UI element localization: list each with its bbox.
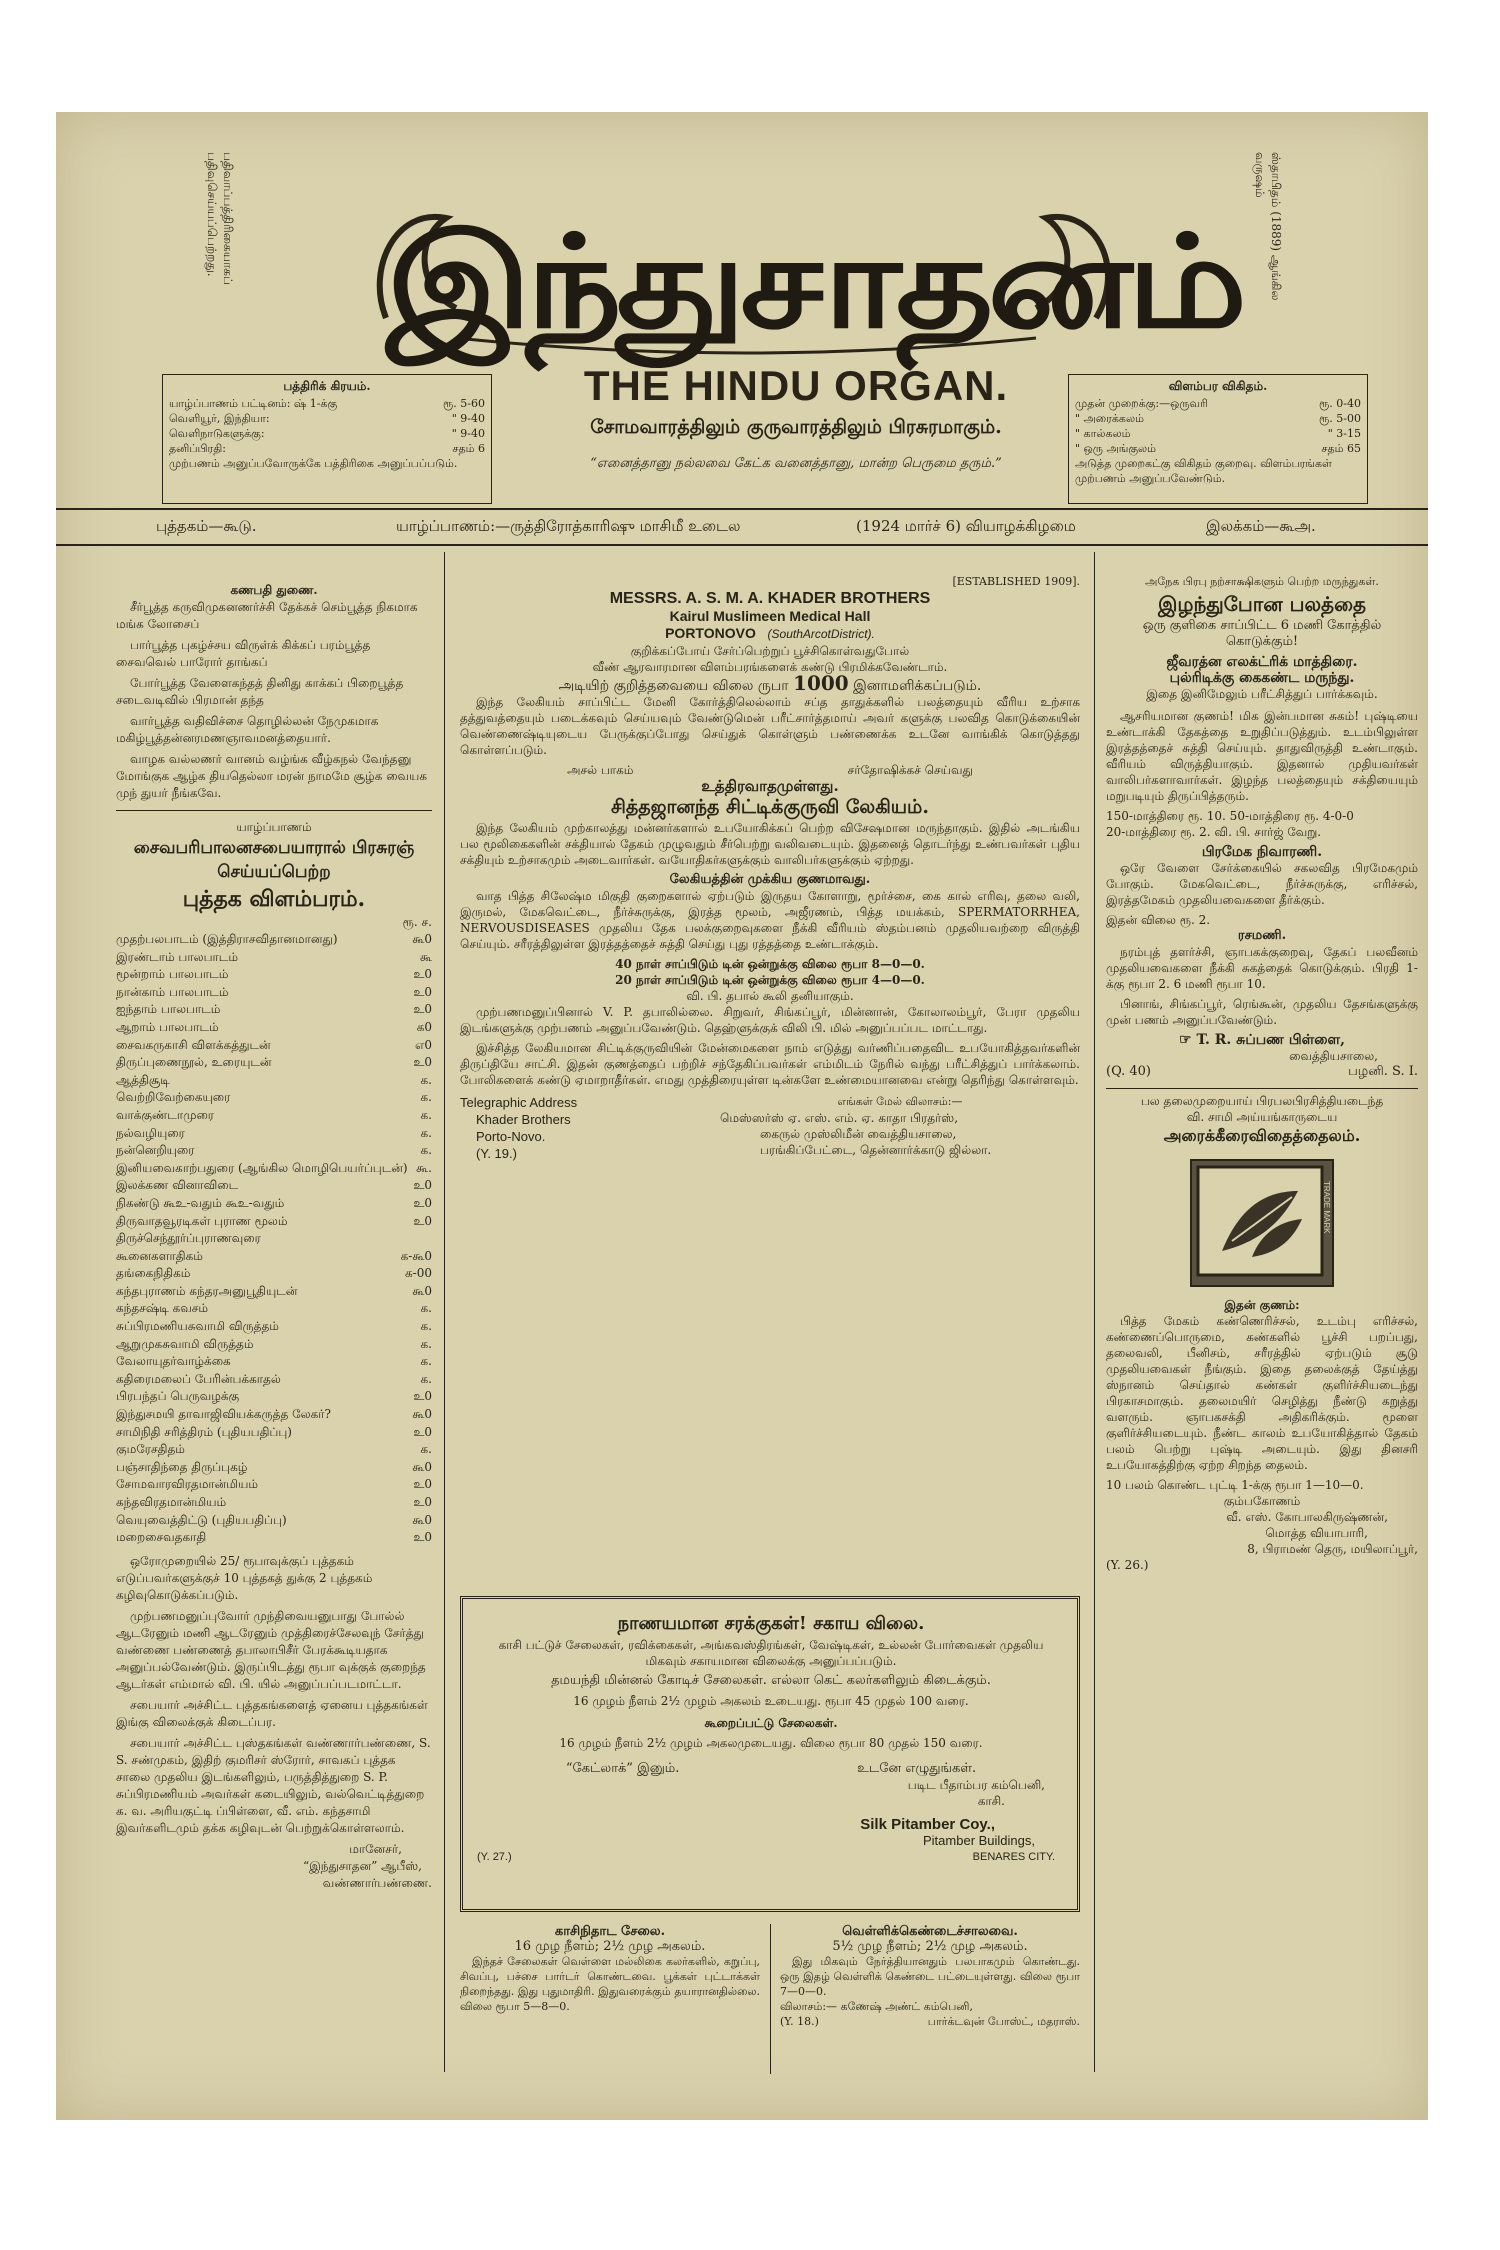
book-list-item [116, 1195, 432, 1213]
book-price: உ0 [413, 1495, 432, 1509]
book-price: கூ0 [412, 932, 432, 946]
book-list-item [116, 1037, 432, 1055]
seller-name: ☞ T. R. சுப்பண பிள்ளை, [1179, 1032, 1345, 1048]
right-vertical-note: ஸ்தாபிதம் (1889) ஆங்கில வருஷம் [1253, 152, 1283, 301]
saree-title: வெள்ளிக்கெண்டைச்சாலவை. [842, 1924, 1018, 1939]
book-price: உ0 [413, 1389, 432, 1404]
book-title: நிகண்டு கூஉ-வதும் கூஉ-வதும் [116, 1195, 285, 1210]
warning-line: வீண் ஆரவாரமான விளம்பரங்களைக் கண்டு பிரமிக்கவேண்டாம். [592, 660, 948, 674]
book-price: க. [420, 1143, 432, 1158]
book-list-item [116, 1283, 432, 1301]
book-price: க. [420, 1107, 432, 1122]
tonic-title: பிரமேக நிவாரணி. [1201, 844, 1323, 860]
book-list-item [116, 1089, 432, 1107]
issue-date: (1924 மார்ச் 6) வியாழக்கிழமை [856, 517, 1076, 535]
warning-line: குறிக்கப்போய் சேர்ப்பெற்றுப் பூச்சிகொள்வதுபோல் [630, 644, 910, 658]
book-title: மூன்றாம் பாலபாடம் [116, 967, 229, 982]
book-list-item [116, 949, 432, 967]
rasamani-body: நரம்புத் தளர்ச்சி, ஞாபகக்குறைவு, தேகப் பலவீனம் முதலியவைகளை நீக்கி சுகத்தைக் கொடுக்கும். பிரதி 1-க்கு ரூபா 2. 6 மணி ரூபா 10. [1106, 945, 1418, 991]
discount-notice: ஒரோமுறையில் 25/ ரூபாவுக்குப் புத்தகம் எடுப்பவர்களுக்குச் 10 புத்தகத் துக்கு 2 புத்தகம் கழிவுகொடுக்கப்படும். [116, 1553, 373, 1602]
masthead-motto: “எனைத்தானு நல்லவை கேட்க வனைத்தானு, மான்ற பெருமை தரும்.” [590, 456, 1002, 471]
agents-notice: சபையார் அச்சிட்ட புஸ்தகங்கள் வண்ணார்பண்ணை, S. S. சண்முகம், இதிற் குமரிசர் ஸ்ரோர், சாவகப் புத்தக சாலை முதலிய இடங்களிலும், பருத்தித்துறை S. P. சுப்பிரமணியம் அவர்கள் கடையிலும், வல்வெட்டித்துறை க. வ. அரியகுட்டி ப்பிள்ளை, வீ. எம். கந்தசாமி இவர்களிடமும் தக்க கழிவுடன் பெற்றுக்கொள்ளலாம். [116, 1735, 431, 1835]
saree-advert-left [460, 1924, 760, 2014]
poem-verse: வாழக வல்லணர் வானம் வழ்ங்க வீழ்கநல் வேந்தனு மோங்குக ஆழ்க தியதெல்லா மரன் நாமமே சூழ்க வையக முந் துயர் நீங்கவே. [116, 752, 428, 800]
column-right [1106, 574, 1418, 1573]
book-price: உ0 [413, 1213, 432, 1228]
book-price: க. [420, 1072, 432, 1087]
book-title: கதிரைமலைப் பேரின்பக்காதல் [116, 1371, 281, 1386]
book-price: கூ0 [412, 1407, 432, 1422]
book-title: பிரபந்தப் பெருவழக்கு [116, 1389, 240, 1404]
book-price: கூ0 [412, 1459, 432, 1474]
medicine-tagline: புல்ரிடிக்கு கைகண்ட மருந்து. [1169, 670, 1355, 686]
book-price: க0 [416, 1019, 432, 1034]
book-title: இரண்டாம் பாலபாடம் [116, 949, 238, 964]
postage-line: வி. பி. தபால் கூலி தனியாகும். [686, 989, 854, 1003]
book-title: தங்கைநிதிகம் [116, 1266, 191, 1281]
address-block [460, 1094, 1080, 1162]
oil-seller-town: கும்பகோணம் [1223, 1494, 1301, 1508]
subscription-box [162, 374, 492, 504]
book-price: க. [420, 1371, 432, 1386]
book-title: குமரேசதிதம் [116, 1442, 185, 1457]
book-list-item [116, 1265, 432, 1283]
book-price: உ0 [413, 1530, 432, 1545]
medicine-tagline: இதை இனிமேலும் பரீட்சித்துப் பார்க்கவும். [1146, 687, 1378, 701]
book-list-item [116, 1371, 432, 1389]
telegraphic-address: Telegraphic Address Khader Brothers Porto-Novo. (Y. 19.) [460, 1095, 578, 1161]
book-price: உ0 [413, 1477, 432, 1492]
saree-title: காசிநிதாட சேலை. [554, 1924, 666, 1939]
book-list-item [116, 1177, 432, 1195]
trademark-label: TRADE MARK [1322, 1181, 1331, 1234]
book-price: உ0 [413, 984, 432, 999]
saree-body: இந்தச் சேலைகள் வெள்ளை மல்லிகை கலர்களில், கறுப்பு, சிவப்பு, பச்சை பார்டர் கொண்டவை. பூக்கள் புட்டாக்கள் நிறைந்தது. இது புதுமாதிரி. இதுவரைக்கும் தயாரானதில்லை. விலை ரூபா 5—8—0. [460, 1955, 760, 2013]
book-title: ஆத்திசூடி [116, 1072, 170, 1087]
book-list-item [116, 1300, 432, 1318]
book-price: க. [420, 1354, 432, 1369]
book-list-item [116, 931, 432, 949]
silk-firm-footer: (Y. 27.) BENARES CITY. [477, 1851, 1055, 1863]
masthead-title-english: THE HINDU ORGAN. [583, 362, 1009, 409]
saree-advert-right [780, 1924, 1080, 2029]
book-title: சுப்பிரமணியசுவாமி விருத்தம் [116, 1319, 279, 1334]
signature-title: மானேசர், [349, 1841, 402, 1856]
book-list-item [116, 1125, 432, 1143]
tonic-price: இதன் விலை ரூ. 2. [1106, 913, 1211, 927]
ad-rate-row: " ஒரு அங்குலம் சதம் 65 [1075, 442, 1361, 455]
seller-footer: (Q. 40) பழனி. S. I. [1106, 1064, 1418, 1079]
book-price: உ0 [413, 1424, 432, 1439]
book-list-item [116, 1441, 432, 1459]
subscription-heading: பத்திரிக் கிரயம். [283, 379, 371, 393]
book-price: எ0 [415, 1037, 432, 1052]
firm-town: PORTONOVO (SouthArcotDistrict). [665, 625, 875, 641]
price-line: 20 நாள் சாப்பிடும் டின் ஒன்றுக்கு விலை ரூபா 4—0—0. [615, 973, 925, 987]
silk-advert-line: 16 முழம் நீளம் 2½ முழம் அகலம் உடையது. ரூபா 45 முதல் 100 வரை. [573, 1694, 969, 1708]
trademark-area [1106, 1147, 1418, 1297]
book-title: இலக்கண வினாவிடை [116, 1178, 239, 1193]
book-list-item [116, 1142, 432, 1160]
oil-seller-name: வீ. எஸ். கோபாலகிருஷ்ணன், [1226, 1510, 1388, 1524]
tonic-body: ஒரே வேளை சேர்க்கையில் சகலவித பிரமேகமும் போகும். மேகவெட்டை, நீர்ச்சுருக்கு, எரிச்சல், இரத்தமேகம் முதலியவைகளை தீர்க்கும். [1106, 861, 1418, 907]
poem-line: வார்பூத்த வதிவிச்சை தொழில்லன் நேமுகமாக மகிழ்பூத்தன்னரமணஞாவமனத்தையார். [116, 714, 379, 745]
book-list-item [116, 1424, 432, 1442]
medicine-note: அநேக பிரபு நற்சாக்ஷிகளும் பெற்ற மருந்துகள். [1145, 575, 1379, 588]
silk-advert-box [460, 1596, 1080, 1912]
silk-advert-line: 16 முழம் நீளம் 2½ முழம் அகலமுடையது. விலை ரூபா 80 முதல் 150 வரை. [559, 1736, 983, 1750]
book-list-item [116, 1459, 432, 1477]
medicine-heading: இழந்துபோன பலத்தை [1157, 592, 1367, 616]
book-title: கந்தசஷ்டி கவசம் [116, 1301, 209, 1316]
oil-properties-body: பித்த மேகம் கண்ணெரிச்சல், உடம்பு எரிச்சல், கண்ணைப்பொருமை, கண்களில் பூச்சி பறப்பது, தலைவலி, பீனிசம், சரீரத்தில் ஏற்படும் சூடு முதலியவைகள் நீங்கும். இதை தலைக்குத் தேய்த்து ஸ்நானம் செய்தால் கண்கள் குளிர்ச்சியடைந்து பிரகாசமாகும். தலைமயிர் செழித்து நீண்டு கறுத்து வளரும். ஞாபகசக்தி அதிகரிக்கும். மூளை குளிர்ச்சியடையும். நீண்ட காலம் உபயோகித்தால் தேகம் பலம் பெற்று புஷ்டி அடையும். இது தினசரி உபயோகத்திற்கு ஏற்ற சிறந்த தைலம். [1106, 1314, 1418, 1472]
subscription-row: தனிப்பிரதி: சதம் 6 [169, 442, 485, 455]
oil-advert-maker: வி. சாமி அய்யங்காருடைய [1186, 1110, 1338, 1124]
book-list-item [116, 1406, 432, 1424]
book-price: க-கூ0 [400, 1248, 432, 1263]
firm-name: MESSRS. A. S. M. A. KHADER BROTHERS [609, 590, 931, 607]
book-title: ஐந்தாம் பாலபாடம் [116, 1002, 221, 1017]
book-price: க. [420, 1090, 432, 1105]
intro-paragraph: இந்த லேகியம் சாப்பிட்ட மேனி கோர்த்திலெல்லாம் சப்த தாதுக்களில் பலத்தையும் வீரிய உற்சாக தத்துவத்தையும் படைக்கவும் செய்யவும் வேண்டுமென் பரீட்சார்த்தமாய் அவர் களுக்கு பலவித கொடுக்கையின் வெண்ணைஷ்டியுடைய பேருக்குப்போது செய்துக் கொள்ளும் பண்ணைக்க உடனே வாங்கிக் கொடுத்தது கொள்ளப்படும். [460, 695, 1080, 757]
column-rule [770, 1924, 771, 2074]
column-rule [1094, 552, 1095, 2072]
book-list-item [116, 984, 432, 1002]
book-list-item [116, 1336, 432, 1354]
left-vertical-note: பதிவாப்பத்திரிகையாகப் பதிவுசெய்யப்பெற்றது. [205, 152, 235, 285]
book-price: கூ. [416, 1160, 432, 1175]
book-list-item [116, 1213, 432, 1231]
book-title: வாக்குண்டாமுரை [116, 1107, 214, 1122]
ad-rates-box [1068, 374, 1368, 504]
saree-size: 5½ முழ நீளம்; 2½ முழ அகலம். [832, 1939, 1028, 1954]
issue-number: இலக்கம்—கூஅ. [1206, 517, 1316, 535]
book-list-item [116, 1001, 432, 1019]
reward-line: அடியிற் குறித்தவையை விலை ருபா 1000 இனாமளிக்கப்படும். [558, 671, 982, 695]
sub-labels: அசல் பாகம் சர்தோஷிக்கச் செய்வது [567, 763, 973, 777]
rasamani-title: ரசமணி. [1237, 928, 1287, 943]
subscription-row: வெளிநாடுகளுக்கு: " 9-40 [169, 427, 485, 440]
poem-line: சீர்பூத்த கருவிமுகனணர்ச்சி தேக்கச் செம்பூத்த நிகமாக மங்க லோசைப் [116, 600, 418, 631]
book-title: பஞ்சாதிந்தை திருப்புகழ் [116, 1459, 248, 1474]
availability-notice: சபையார் அச்சிட்ட புத்தகங்களைத் ஏனைய புத்தகங்கள் இங்கு விலைக்குக் கிடைப்பர. [116, 1697, 428, 1729]
book-list-item [116, 1512, 432, 1530]
oil-advert-title: அரைக்கீரைவிதைத்தைலம். [1163, 1126, 1361, 1145]
medicine-price: 20-மாத்திரை ரூ. 2. வி. பி. சார்ஜ் வேறு. [1106, 825, 1322, 839]
leaf-emblem-icon [1192, 1161, 1328, 1281]
price-line: 40 நாள் சாப்பிடும் டின் ஒன்றுக்கு விலை ரூபா 8—0—0. [615, 957, 925, 971]
poem-line: போர்பூத்த வேளைகந்தத் தினிது காக்கப் பிறைபூத்த சடைவடிவில் பிரமான் தந்த [116, 676, 404, 707]
book-list-item [116, 1230, 432, 1248]
book-price: க-00 [405, 1266, 432, 1281]
book-price: உ0 [413, 1002, 432, 1017]
book-price: க. [420, 1301, 432, 1316]
book-price: உ0 [413, 1195, 432, 1210]
medicine-price: 150-மாத்திரை ரூ. 10. 50-மாத்திரை ரூ. 4-0-0 [1106, 809, 1354, 823]
medicine-name: ஜீவரத்ன எலக்ட்ரிக் மாத்திரை. [1166, 654, 1358, 670]
book-title: நல்வழியுரை [116, 1125, 185, 1140]
book-ad-title: புத்தக விளம்பரம். [182, 886, 366, 912]
book-list-item [116, 1529, 432, 1547]
oil-advert-code: (Y. 26.) [1106, 1558, 1149, 1572]
saree-address: விலாசம்:— கணேஷ் அண்ட் கம்பெனி, [780, 2000, 973, 2013]
saree-body: இது மிகவும் நேர்த்தியானதும் பலபாகமும் கொண்டது. ஒரு இதழ் வெள்ளிக் கெண்டை பட்டையுள்ளது. விலை ரூபா 7—0—0. [780, 1955, 1080, 1998]
silk-firm-tamil: படிட பீதாம்பர கம்பெனி, [907, 1778, 1045, 1792]
book-list-item [116, 1019, 432, 1037]
seller-shop: வைத்தியசாலை, [1289, 1049, 1378, 1063]
subscription-row: யாழ்ப்பாணம் பட்டினம்: ஷ் 1-க்கு ரூ. 5-60 [169, 397, 485, 410]
medicine-tagline: ஒரு குளிகை சாப்பிட்ட 6 மணி கோத்தில் கொடுக்கும்! [1142, 618, 1382, 649]
signature-place: வண்ணார்பண்ணை. [322, 1875, 432, 1890]
book-title: ஆறாம் பாலபாடம் [116, 1019, 219, 1034]
oil-seller-role: மொத்த வியாபாரி, [1265, 1526, 1368, 1540]
book-price: கூ0 [412, 1512, 432, 1527]
pointing-hand-icon: ☞ [1179, 1032, 1192, 1048]
ad-rate-row: " அரைக்கலம் ரூ. 5-00 [1075, 412, 1361, 425]
book-title: திருப்புணைநூல், உரையுடன் [116, 1055, 272, 1070]
currency-header: ரூ. ச. [402, 915, 432, 929]
publication-schedule: சோமவாரத்திலும் குருவாரத்திலும் பிரசுரமாகும். [590, 416, 1002, 438]
ad-rate-row: முதன் முறைக்கு:—ஒருவரி ரூ. 0-40 [1075, 397, 1361, 410]
book-list-item [116, 1248, 432, 1266]
silk-firm-building: Pitamber Buildings, [923, 1833, 1035, 1848]
book-title: நான்காம் பாலபாடம் [116, 984, 229, 999]
guarantee-line: உத்திரவாதமுள்ளது. [701, 777, 839, 795]
book-title: சாமிநிதி சரித்திரம் (புதியபதிப்பு) [116, 1424, 292, 1439]
book-list-item [116, 1476, 432, 1494]
book-title: திருவாதவூரடிகள் புராண மூலம் [116, 1213, 288, 1228]
book-price: உ0 [413, 967, 432, 982]
properties-heading: லேகியத்தின் முக்கிய குணமாவது. [669, 872, 871, 887]
silk-advert-title: நாணயமான சரக்குகள்! சகாய விலை. [617, 1613, 925, 1634]
order-notice: முற்பணமனுப்புவோர் முந்திவையனுபாது போல்ல் ஆடரேனும் மணி ஆடரேனும் முத்திரைச்சேலவுந் சேர்த்து வண்ணை பண்ணைத் தபாலாபிசீர் பேரக்கூடியதாக அனுப்பல்வேண்டும். இருப்பிடத்து ரூபா வுக்குக் குறைந்த ஆடர்கள் எம்மால் வி. பி. யில் அனுப்பப்படமாட்டா. [116, 1608, 426, 1691]
invocation: கணபதி துணை. [230, 583, 318, 597]
signature-office: “இந்துசாதன” ஆபீஸ், [302, 1858, 422, 1873]
book-title: முதற்பலபாடம் (இத்திராசவிதானமானது) [116, 932, 338, 946]
vp-notice: முற்பணமனுப்பினால் V. P. தபாலில்லை. சிறுவர், சிங்கப்பூர், மின்னான், கோலாலம்பூர், பேரா முதலிய இடங்களுக்கு முற்பணம் அனுப்பவேண்டும். தெஹ்ளுக்குக் விலி பி. மில் அனுப்பப்பட மாட்டாது. [460, 1005, 1080, 1035]
silk-city-tamil: காசி. [977, 1794, 1005, 1808]
book-price: க. [420, 1125, 432, 1140]
book-title: வெற்றிவேற்கையுரை [116, 1090, 231, 1105]
column-center [460, 574, 1080, 1162]
book-title: சைவகருகாசி விளக்கத்துடன் [116, 1037, 271, 1052]
firm-hall: Kairul Muslimeen Medical Hall [669, 608, 871, 624]
book-title: இந்துசமயி தாவாஜிவியக்கருத்த லேகர்? [116, 1407, 331, 1422]
book-price: க. [420, 1442, 432, 1457]
book-list-item [116, 1318, 432, 1336]
catalog-line: “கேட்லாக்” இனும். உடனே எழுதுங்கள். [565, 1761, 977, 1776]
subscription-row: வெளியூர், இந்தியா: " 9-40 [169, 412, 485, 425]
book-title: வெயுவைத்திட்டு (புதியபதிப்பு) [116, 1512, 287, 1527]
book-list-item [116, 1353, 432, 1371]
oil-seller-address: 8, பிராமண் தெரு, மயிலாப்பூர், [1247, 1542, 1418, 1556]
book-price: கூ [419, 949, 432, 964]
column-rule [444, 552, 445, 2072]
ad-rates-note: அடுத்த முறைகட்கு விகிதம் குறைவு. விளம்பரங்கள் முற்பணம் அனுப்பவேண்டும். [1075, 457, 1332, 485]
book-title: நன்னெறியுரை [116, 1143, 195, 1158]
book-title: வேலாயுதர்வாழ்க்கை [116, 1354, 231, 1369]
book-list-item [116, 1388, 432, 1406]
book-list-item [116, 1160, 432, 1178]
poem-line: பார்பூத்த புகழ்ச்சய விருள்க் கிக்கப் பரம்பூத்த சைவவெல் பாரோர் தாங்கப் [116, 638, 371, 669]
book-list-item [116, 1494, 432, 1512]
book-list-item [116, 966, 432, 984]
newspaper-page [56, 112, 1428, 2120]
book-price: உ0 [413, 1055, 432, 1070]
dateline-bar [56, 508, 1428, 546]
masthead-title-tamil: இந்துசாதனம் [386, 207, 1242, 357]
book-list [116, 931, 432, 1547]
ad-rates-heading: விளம்பர விகிதம். [1168, 379, 1268, 393]
book-price: கூ0 [412, 1283, 432, 1298]
trademark-emblem [1190, 1159, 1334, 1287]
book-title: கூனைகளாதிகம் [116, 1248, 203, 1263]
book-title: சோமவாரவிரதமான்மியம் [116, 1477, 259, 1492]
product-body: இந்த லேகியம் முற்காலத்து மன்னர்களால் உபயோகிக்கப் பெற்ற விசேஷமான மருந்தாகும். இதில் அடங்கிய பல மூலிகைகளின் சக்தியால் தேகம் முழுவதும் சீர்பெற்று வலிவடையும். இதனைத் தொடர்ந்து உண்பவர்கள் புதிய சக்தியும் உற்சாகமும் அடைவார்கள். வயோதிகர்களுக்கும் வாலிபர்களுக்கும் ஏற்றது. [460, 821, 1080, 867]
book-title: மறைசைவதகாதி [116, 1530, 207, 1545]
oil-price: 10 பலம் கொண்ட புட்டி 1-க்கு ரூபா 1—10—0. [1106, 1478, 1364, 1492]
silk-advert-line: காசி பட்டுச் சேலைகள், ரவிக்கைகள், அங்கவஸ்திரங்கள், வேஷ்டிகள், உல்லன் போர்வைகள் முதலிய மிகவும் சகாயமான விலைக்கு அனுப்பப்படும். [498, 1638, 1044, 1668]
volume-number: புத்தகம்—கூடு. [156, 517, 257, 535]
book-list-item [116, 1072, 432, 1090]
oil-properties-heading: இதன் குணம்: [1224, 1298, 1300, 1312]
overseas-note: பினாங், சிங்கப்பூர், ரெங்கூன், முதலிய தேசங்களுக்கு முன் பணம் அனுப்பவேண்டும். [1106, 997, 1418, 1027]
book-title: திருச்செந்தூர்ப்புராணவுரை [116, 1231, 261, 1246]
book-title: ஆறுமுகசுவாமி விருத்தம் [116, 1336, 254, 1351]
oil-advert-head: பல தலைமுறையாய் பிரபலபிரசித்தியடைந்த [1140, 1094, 1384, 1108]
silk-firm-name: Silk Pitamber Coy., [860, 1816, 995, 1833]
book-title: கந்தபுராணம் கந்தரஅனுபூதியுடன் [116, 1283, 298, 1298]
product-closing: இச்சித்த லேகியமான சிட்டிக்குருவியின் மேன்மைகளை நாம் எடுத்து வர்ணிப்பதைவிட உபயோகித்தவர்களின் திருப்தியே சாட்சி. இதன் குணத்தைப் பற்றிச் சந்தேகிப்பவர்கள் எம்மிடம் நேரில் வந்து பரீட்சித்துப் பார்க்கலாம். போலிகளைக் கண்டு ஏமாறாதீர்கள். எமது முத்திரையுள்ள டின்களே உண்மையானவை என்று தெரிந்து கொள்ளவும். [460, 1041, 1080, 1087]
silk-advert-line: தமயந்தி மின்னல் கோடிச் சேலைகள். எல்லா கெட் கலர்களிலும் கிடைக்கும். [551, 1673, 991, 1688]
book-title: கந்தவிரதமான்மியம் [116, 1495, 227, 1509]
dateline-place: யாழ்ப்பாணம்:—ருத்திரோத்காரிஷு மாசிமீ உடைல [396, 517, 741, 535]
tamil-address: எங்கள் மேல் விலாசம்:— மெஸ்ஸர்ஸ் ஏ. எஸ். எம். ஏ. காதா பிரதர்ஸ், கைருல் முஸ்லிமீன் வைத்தியசாலை, பரங்கிப்பேட்டை, தென்னார்க்காடு ஜில்லா. [720, 1095, 992, 1157]
saree-footer: (Y. 18.) பார்க்டவுன் போஸ்ட், மதராஸ். [780, 2015, 1080, 2028]
book-title: இனியவைகாற்பதுரை (ஆங்கில மொழிபெயர்ப்புடன்) [116, 1160, 408, 1175]
book-ad-society: சைவபரிபாலனசபையாரால் பிரசுரஞ் செய்யப்பெற்ற [133, 838, 415, 882]
subscription-note: முற்பணம் அனுப்பவோருக்கே பத்திரிகை அனுப்பப்படும். [169, 457, 458, 470]
properties-body: வாத பித்த சிலேஷ்ம மிகுதி குறைகளால் ஏற்படும் இருதய கோளாறு, மூர்ச்சை, கை கால் எரிவு, தலை வலி, இருமல், மேகவெட்டை, நீர்ச்சுருக்கு, இரத்த மூலம், அஜீரணம், பித்த மயக்கம், SPERMATORRHEA, NERVOUSDISEASES முதலிய தேக பலக்குறைவுகளை நீக்கி வீரியம் ஸ்தம்பனம் முதலியவற்றை விருத்தி செய்யும். சரீரத்திலுள்ள இரத்தத்தைச் சுத்தி செய்து புது ரத்தத்தை உண்டாக்கும். [460, 889, 1080, 951]
established-note: [ESTABLISHED 1909]. [952, 575, 1080, 588]
book-price: க. [420, 1336, 432, 1351]
book-price: உ0 [413, 1178, 432, 1193]
book-ad-place: யாழ்ப்பாணம் [236, 820, 312, 834]
medicine-body: ஆசரியமான குணம்! மிக இன்பமான சுகம்! புஷ்டியை உண்டாக்கி தேகத்தை உறுதிப்படுத்தும். உடம்பிலுள்ள இரத்தத்தைச் சுத்தி செய்யும். தாதுவிருத்தி உண்டாகும். வீரியம் விருத்தியாகும். இதனால் முதியவர்கள் வாலிபர்களாவார்கள். இழந்த பலத்தையும் சக்தியையும் மறுபடியும் திருப்பித்தரும். [1106, 709, 1418, 803]
silk-advert-subtitle: கூறைப்பட்டு சேலைகள். [704, 1716, 838, 1730]
book-list-item [116, 1107, 432, 1125]
column-left [116, 582, 432, 1892]
product-title: சித்தஜானந்த சிட்டிக்குருவி லேகியம். [611, 796, 929, 818]
book-list-item [116, 1054, 432, 1072]
book-price: க. [420, 1319, 432, 1334]
ad-rate-row: " கால்கலம் " 3-15 [1075, 427, 1361, 440]
saree-size: 16 முழ நீளம்; 2½ முழ அகலம். [514, 1939, 706, 1954]
